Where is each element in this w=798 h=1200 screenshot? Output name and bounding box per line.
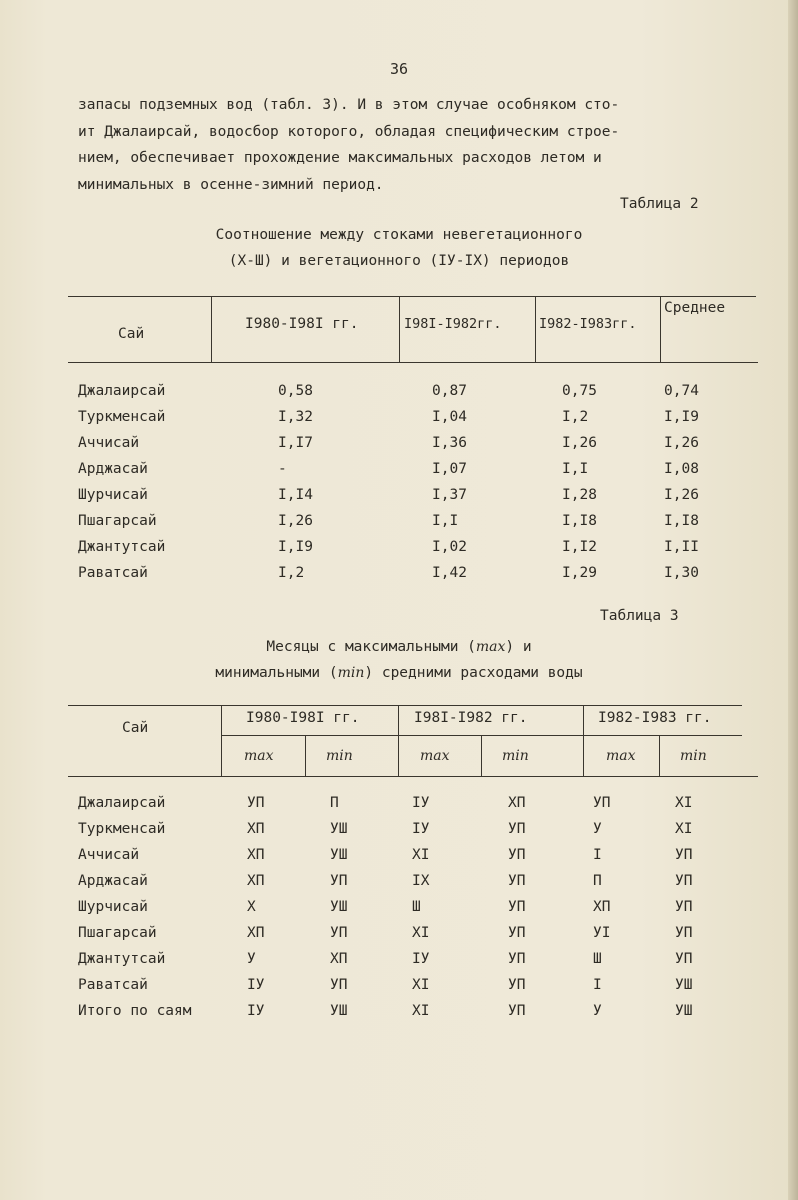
table3-sub-min: min xyxy=(680,748,707,764)
table3-row-name: Итого по саям xyxy=(78,1003,192,1019)
table2-title-line: Соотношение между стоками невегетационного xyxy=(215,227,583,243)
table2-col-divider xyxy=(399,297,400,362)
table3-cell: УП xyxy=(330,873,348,889)
table3-cell: I xyxy=(593,977,602,993)
paragraph-line: нием, обеспечивает прохождение максимальных расходов летом и xyxy=(78,150,602,166)
table2-cell: I,I8 xyxy=(664,513,699,529)
table2-header-period: I982-I983гг. xyxy=(539,316,637,332)
table3-cell: УП xyxy=(593,795,611,811)
table2-header-period: I980-I98I гг. xyxy=(245,316,359,332)
table2-header-sai: Сай xyxy=(118,326,145,342)
table3-cell: УШ xyxy=(675,977,693,993)
table3-sub-max: max xyxy=(244,748,274,764)
table2-cell: I,42 xyxy=(432,565,467,581)
table2-cell: I,26 xyxy=(664,487,699,503)
table3-cell: УП xyxy=(675,899,693,915)
table3-cell: XI xyxy=(412,1003,430,1019)
body-paragraph xyxy=(78,92,728,198)
table2-header-rule xyxy=(68,362,758,363)
table3-cell: XI xyxy=(675,795,693,811)
table3-col-divider xyxy=(221,706,222,776)
table3-title-line xyxy=(0,660,798,686)
table2-row-name: Туркменсай xyxy=(78,409,166,425)
page-number: 36 xyxy=(389,60,409,78)
table3-cell: XI xyxy=(412,925,430,941)
table3-header-sai: Сай xyxy=(122,720,149,736)
table2-row-name: Джантутсай xyxy=(78,539,166,555)
table3-cell: ХП xyxy=(247,847,265,863)
table3-cell: УШ xyxy=(330,1003,348,1019)
table2-cell: I,I4 xyxy=(278,487,313,503)
table3-cell: У xyxy=(593,821,602,837)
table3-title-text: ) и xyxy=(505,639,532,655)
table3-cell: Ш xyxy=(593,951,602,967)
table3-row-name: Пшагарсай xyxy=(78,925,157,941)
table2-cell: I,I7 xyxy=(278,435,313,451)
table3-col-divider xyxy=(398,706,399,776)
table2-col-divider xyxy=(535,297,536,362)
table2-cell: I,04 xyxy=(432,409,467,425)
table2-cell: I,29 xyxy=(562,565,597,581)
table2-cell: I,I8 xyxy=(562,513,597,529)
table3-cell: УП xyxy=(675,951,693,967)
table2-cell: I,26 xyxy=(562,435,597,451)
table2-col-divider xyxy=(211,297,212,362)
table3-cell: П xyxy=(593,873,602,889)
table3-cell: Ш xyxy=(412,899,421,915)
table3-sub-max: max xyxy=(606,748,636,764)
table2-cell: I,I xyxy=(432,513,459,529)
max-symbol: max xyxy=(475,639,506,655)
table2-cell: I,26 xyxy=(664,435,699,451)
table2-cell: I,26 xyxy=(278,513,313,529)
table2-cell: I,I9 xyxy=(278,539,313,555)
table2-cell: I,30 xyxy=(664,565,699,581)
table3-row-name: Аччисай xyxy=(78,847,140,863)
table2-cell: I,I9 xyxy=(664,409,699,425)
table3-cell: УП xyxy=(508,977,526,993)
paragraph-line: запасы подземных вод (табл. 3). И в этом случае особняком сто- xyxy=(78,97,620,113)
table3-cell: УШ xyxy=(330,821,348,837)
table3-subcol-divider xyxy=(481,736,482,776)
table3-cell: УП xyxy=(508,821,526,837)
table3-cell: ХП xyxy=(247,925,265,941)
table3-cell: УП xyxy=(508,899,526,915)
table2-cell: I,08 xyxy=(664,461,699,477)
table3-cell: УП xyxy=(675,873,693,889)
table2-cell: I,36 xyxy=(432,435,467,451)
table2-cell: I,2 xyxy=(562,409,589,425)
table2-row-name: Шурчисай xyxy=(78,487,148,503)
table3-cell: ХП xyxy=(330,951,348,967)
table2-cell: I,I xyxy=(562,461,589,477)
table3-cell: УП xyxy=(247,795,265,811)
table3-header-rule xyxy=(68,776,758,777)
table3-row-name: Туркменсай xyxy=(78,821,166,837)
table3-cell: УП xyxy=(675,847,693,863)
table3-cell: УШ xyxy=(330,847,348,863)
table3-cell: П xyxy=(330,795,339,811)
table2-col-divider xyxy=(660,297,661,362)
table2-cell: - xyxy=(278,461,287,477)
table3-title-text: Месяцы с максимальными ( xyxy=(266,639,476,655)
table2-header-period: I98I-I982гг. xyxy=(404,316,502,332)
table3-cell: IУ xyxy=(247,1003,265,1019)
table2-cell: I,28 xyxy=(562,487,597,503)
table2-row-name: Раватсай xyxy=(78,565,148,581)
table3-title-line xyxy=(0,634,798,660)
table2-row-name: Аччисай xyxy=(78,435,140,451)
table3-cell: IУ xyxy=(412,951,430,967)
table3-sub-max: max xyxy=(420,748,450,764)
table3-sub-min: min xyxy=(326,748,353,764)
table2-cell: 0,75 xyxy=(562,383,597,399)
table3-header-period: I982-I983 гг. xyxy=(598,710,712,726)
table3-col-divider xyxy=(583,706,584,776)
table3-cell: УП xyxy=(675,925,693,941)
table3-cell: XI xyxy=(675,821,693,837)
table2-row-name: Джалаирсай xyxy=(78,383,166,399)
paragraph-line: минимальных в осенне-зимний период. xyxy=(78,176,384,193)
table3-cell: IX xyxy=(412,873,430,889)
table3-cell: УШ xyxy=(675,1003,693,1019)
table3-row-name: Джалаирсай xyxy=(78,795,166,811)
table3-cell: ХП xyxy=(593,899,611,915)
table3-cell: УП xyxy=(508,1003,526,1019)
table3-cell: XI xyxy=(412,977,430,993)
page-edge xyxy=(788,0,798,1200)
table3-label: Таблица 3 xyxy=(600,608,679,624)
table3-cell: IУ xyxy=(412,795,430,811)
table2-cell: I,I2 xyxy=(562,539,597,555)
table3-row-name: Раватсай xyxy=(78,977,148,993)
table3-cell: УП xyxy=(508,873,526,889)
table3-cell: IУ xyxy=(412,821,430,837)
table3-cell: УП xyxy=(330,977,348,993)
table2-cell: I,32 xyxy=(278,409,313,425)
table3-cell: У xyxy=(247,951,256,967)
table3-cell: УП xyxy=(508,847,526,863)
table2-title-line: (Х-Ш) и вегетационного (IУ-IX) периодов xyxy=(228,253,570,269)
table3-top-rule xyxy=(68,705,742,706)
table3-cell: УП xyxy=(330,925,348,941)
table2-cell: I,2 xyxy=(278,565,305,581)
table3-cell: XI xyxy=(412,847,430,863)
table2-header-average: Среднее xyxy=(664,300,726,316)
table3-cell: I xyxy=(593,847,602,863)
table3-cell: ХП xyxy=(247,873,265,889)
table3-cell: УП xyxy=(508,951,526,967)
min-symbol: min xyxy=(337,665,365,681)
table2-top-rule xyxy=(68,296,756,297)
table3-row-name: Арджасай xyxy=(78,873,148,889)
table3-title-text: ) средними расходами воды xyxy=(364,665,583,681)
table2-row-name: Арджасай xyxy=(78,461,148,477)
table2-cell: I,II xyxy=(664,539,699,555)
table2-cell: I,02 xyxy=(432,539,467,555)
table3-header-period: I98I-I982 гг. xyxy=(414,710,528,726)
table3-cell: У xyxy=(593,1003,602,1019)
table3-sub-min: min xyxy=(502,748,529,764)
table2-cell: I,07 xyxy=(432,461,467,477)
table2-cell: 0,74 xyxy=(664,383,699,399)
table2-cell: 0,58 xyxy=(278,383,313,399)
table3-cell: IУ xyxy=(247,977,265,993)
table2-cell: 0,87 xyxy=(432,383,467,399)
table3-title-text: минимальными ( xyxy=(215,665,338,681)
table2-cell: I,37 xyxy=(432,487,467,503)
table3-row-name: Джантутсай xyxy=(78,951,166,967)
table3-cell: X xyxy=(247,899,256,915)
table3-cell: УI xyxy=(593,925,611,941)
paragraph-line: ит Джалаирсай, водосбор которого, обладая специфическим строе- xyxy=(78,123,620,140)
table3-cell: ХП xyxy=(247,821,265,837)
table3-cell: УП xyxy=(508,925,526,941)
table3-row-name: Шурчисай xyxy=(78,899,148,915)
table3-cell: ХП xyxy=(508,795,526,811)
table3-subcol-divider xyxy=(305,736,306,776)
table3-subcol-divider xyxy=(659,736,660,776)
table2-label: Таблица 2 xyxy=(620,196,699,212)
table2-row-name: Пшагарсай xyxy=(78,513,157,529)
table3-header-period: I980-I98I гг. xyxy=(246,710,360,726)
table3-cell: УШ xyxy=(330,899,348,915)
